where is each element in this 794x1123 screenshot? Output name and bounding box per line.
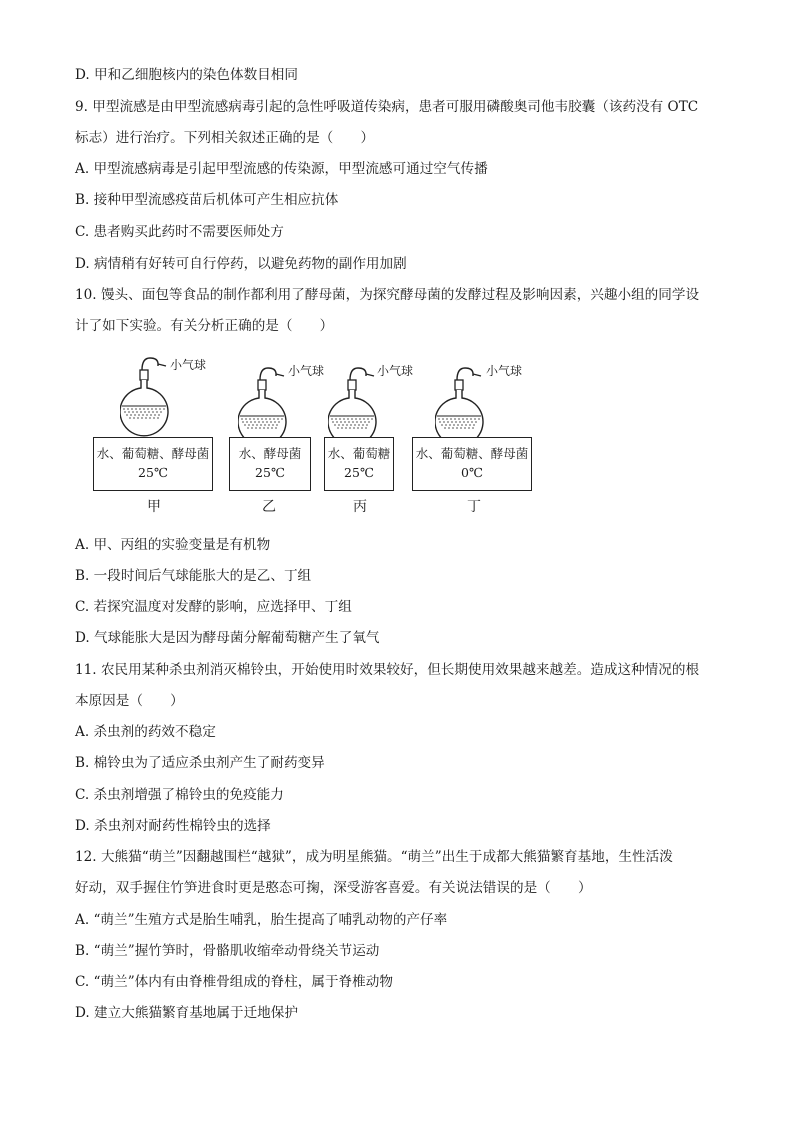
group-label: 乙 [262,499,276,515]
balloon-label: 小气球 [377,364,414,378]
group-box-bing [324,437,394,491]
text-line: 计了如下实验。有关分析正确的是（ ） [75,318,334,334]
group-box-jia [93,437,213,491]
text-line: C. “萌兰”体内有由脊椎骨组成的脊柱，属于脊椎动物 [75,974,393,990]
text-line: C. 杀虫剂增强了棉铃虫的免疫能力 [75,787,284,803]
balloon-label: 小气球 [170,358,207,372]
text-line: D. 建立大熊猫繁育基地属于迁地保护 [75,1005,298,1021]
box-contents: 水、葡萄糖、酵母菌 [96,446,210,461]
text-line: B. 棉铃虫为了适应杀虫剂产生了耐药变异 [75,755,325,771]
text-line: B. “萌兰”握竹笋时，骨骼肌收缩牵动骨绕关节运动 [75,943,380,959]
experiment-figure [90,350,540,520]
box-temp: 0℃ [461,465,483,480]
text-line: D. 杀虫剂对耐药性棉铃虫的选择 [75,818,271,834]
text-line: C. 若探究温度对发酵的影响，应选择甲、丁组 [75,599,352,615]
box-temp: 25℃ [138,465,168,480]
text-line: D. 病情稍有好转可自行停药，以避免药物的副作用加剧 [75,256,407,272]
text-line: 10. 馒头、面包等食品的制作都利用了酵母菌，为探究酵母菌的发酵过程及影响因素，兴趣小组的同学设 [75,287,700,303]
text-line: 9. 甲型流感是由甲型流感病毒引起的急性呼吸道传染病，患者可服用磷酸奥司他韦胶囊（该药没有 OTC [75,99,699,115]
text-line: D. 气球能胀大是因为酵母菌分解葡萄糖产生了氧气 [75,630,380,646]
group-box-ding [412,437,532,491]
text-line: 标志）进行治疗。下列相关叙述正确的是（ ） [75,130,375,146]
text-line: A. 甲型流感病毒是引起甲型流感的传染源，甲型流感可通过空气传播 [75,161,488,177]
balloon-label: 小气球 [288,364,325,378]
text-line: D. 甲和乙细胞核内的染色体数目相同 [75,67,298,83]
text-line: A. 杀虫剂的药效不稳定 [75,724,216,740]
text-line: 11. 农民用某种杀虫剂消灭棉铃虫，开始使用时效果较好，但长期使用效果越来越差。造成这种情况的根 [75,662,700,678]
text-line: B. 接种甲型流感疫苗后机体可产生相应抗体 [75,192,339,208]
group-label: 甲 [147,499,161,515]
group-label: 丁 [467,499,481,515]
group-label: 丙 [353,499,367,515]
box-contents: 水、葡萄糖 [327,446,391,461]
text-line: 本原因是（ ） [75,693,184,709]
box-contents: 水、葡萄糖、酵母菌 [415,446,529,461]
text-line: A. 甲、丙组的实验变量是有机物 [75,537,271,553]
balloon-label: 小气球 [486,364,523,378]
group-box-yi [229,437,311,491]
box-temp: 25℃ [255,465,285,480]
text-line: 12. 大熊猫“萌兰”因翻越围栏“越狱”，成为明星熊猫。“萌兰”出生于成都大熊猫繁育基地，生性活泼 [75,849,673,865]
text-line: A. “萌兰”生殖方式是胎生哺乳，胎生提高了哺乳动物的产仔率 [75,912,448,928]
text-line: C. 患者购买此药时不需要医师处方 [75,224,284,240]
box-temp: 25℃ [344,465,374,480]
box-contents: 水、酵母菌 [238,446,302,461]
text-line: B. 一段时间后气球能胀大的是乙、丁组 [75,568,312,584]
text-line: 好动，双手握住竹笋进食时更是憨态可掬，深受游客喜爱。有关说法错误的是（ ） [75,880,592,896]
